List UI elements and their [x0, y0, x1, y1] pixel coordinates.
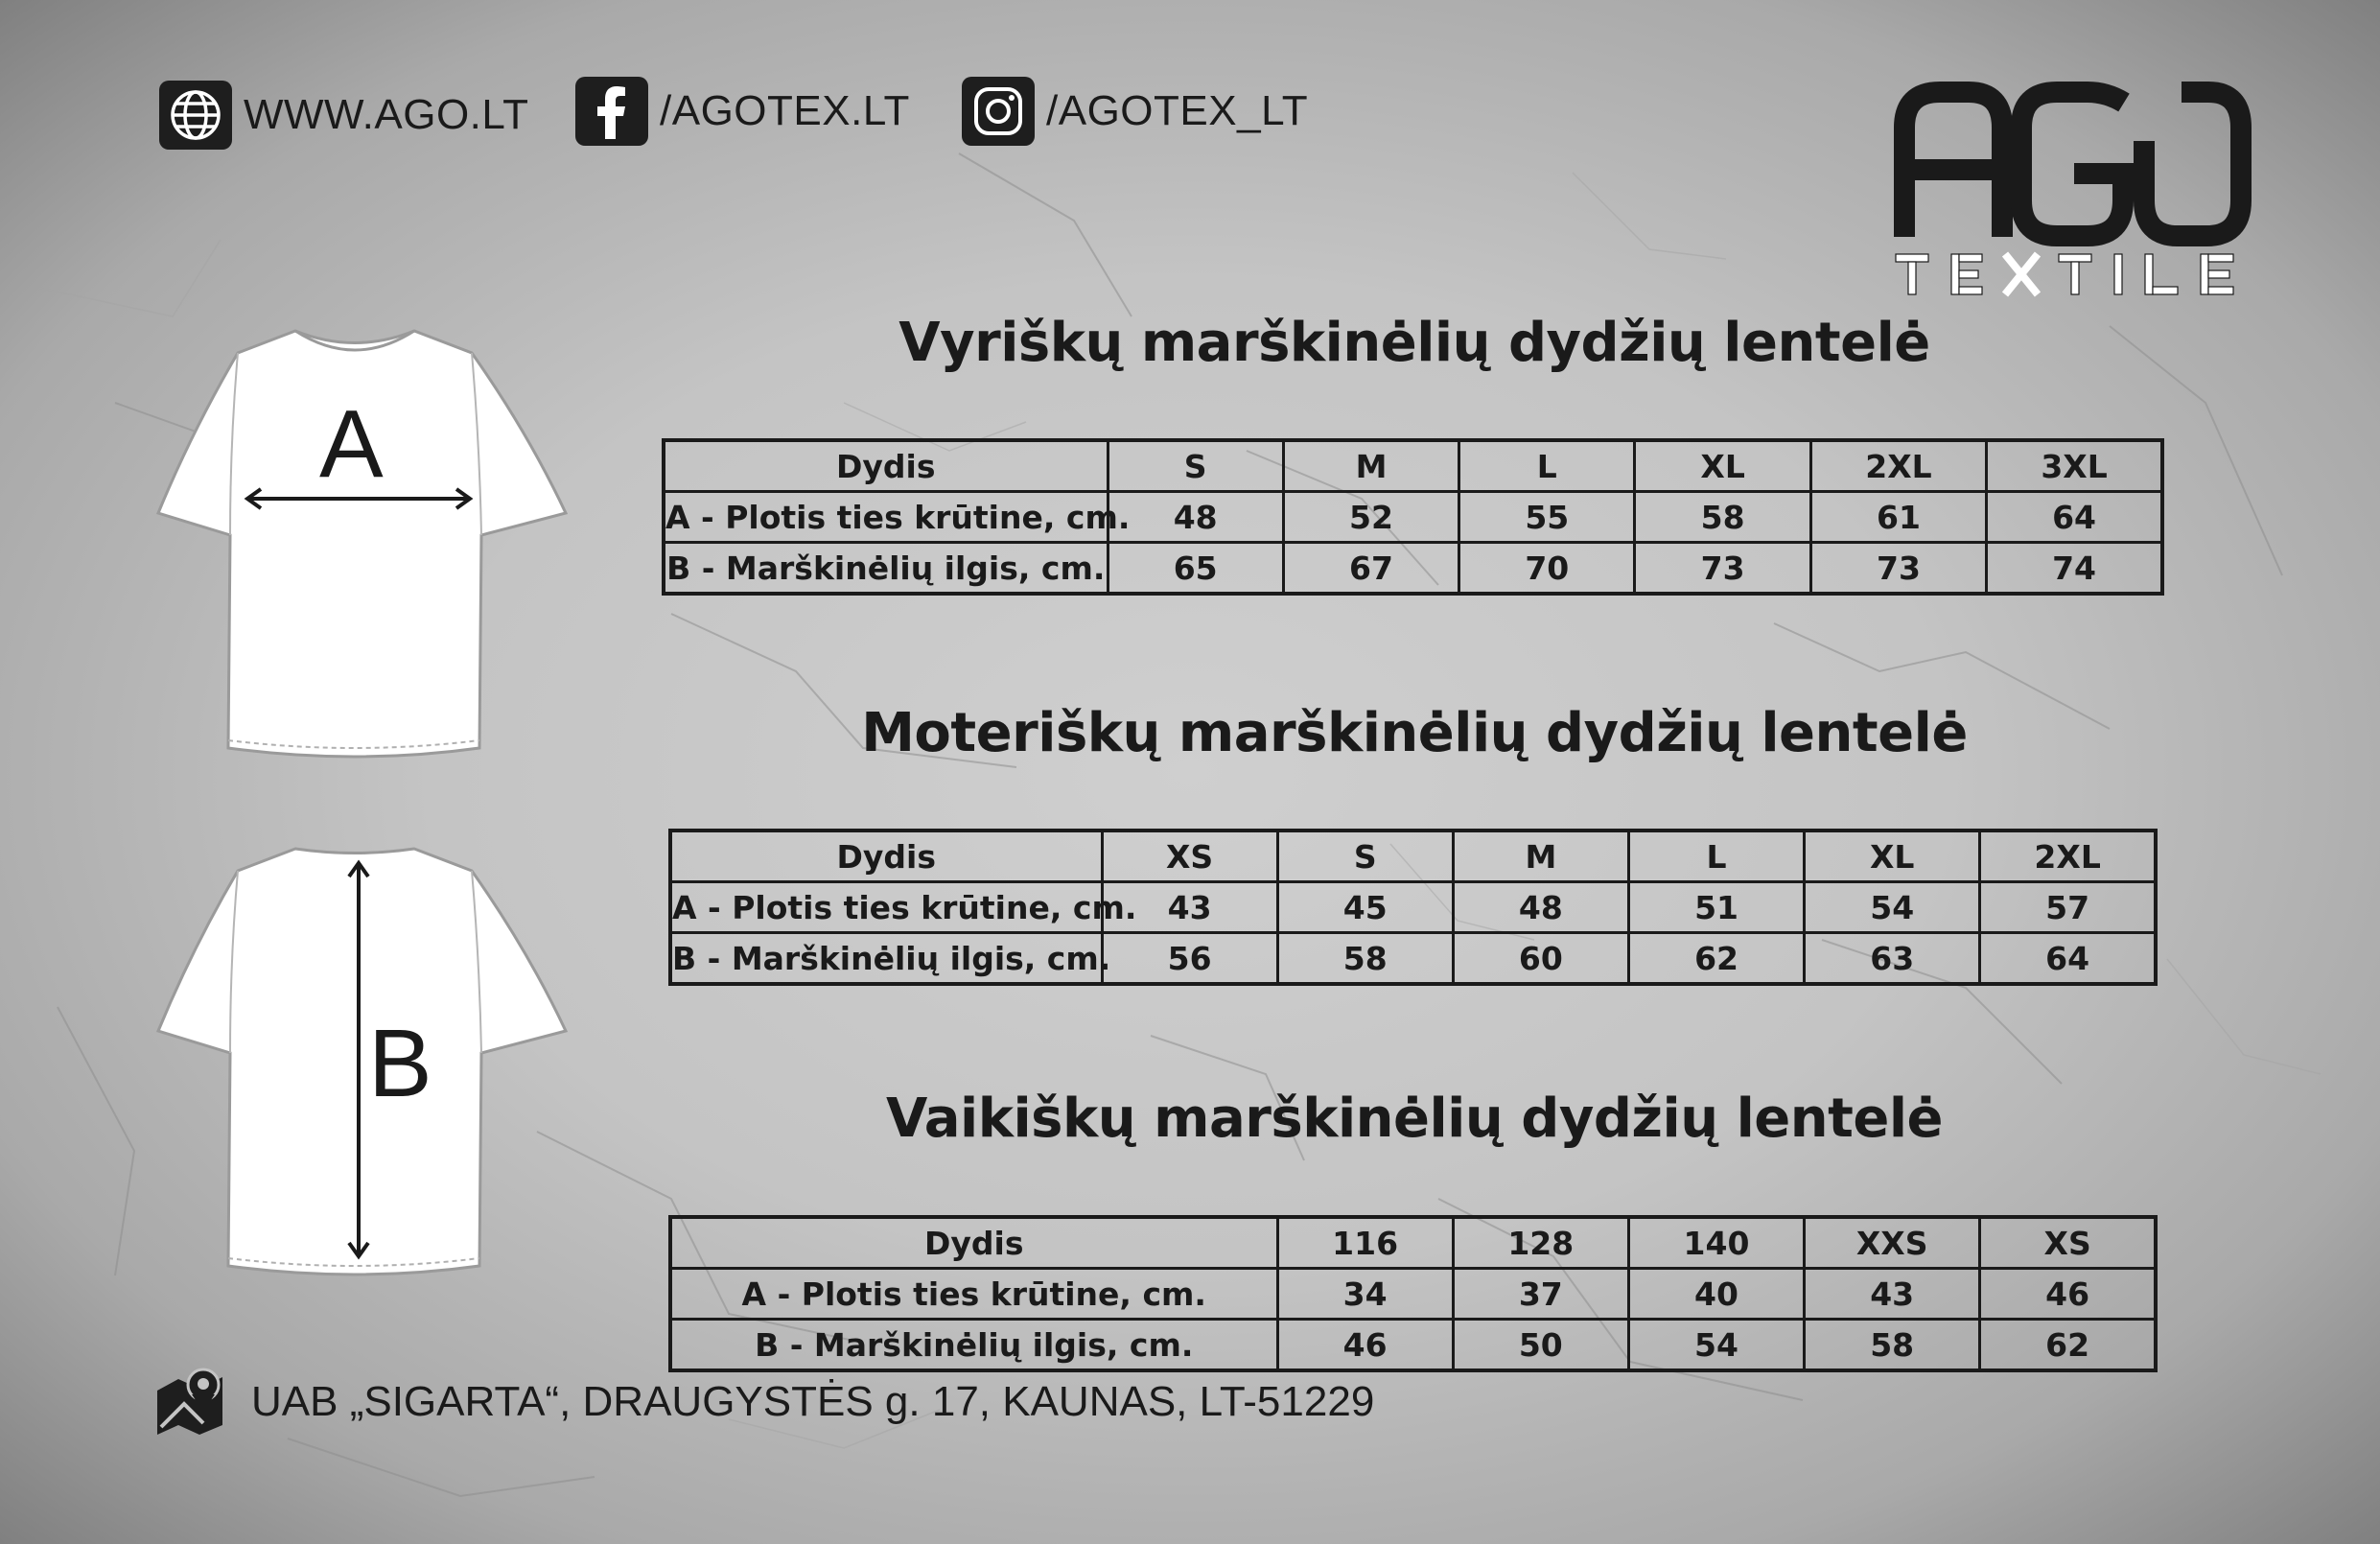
table-row: [664, 492, 2162, 543]
womens-size-table: [668, 829, 2158, 986]
kids-table-title: Vaikiškų marškinėlių dydžių lentelė: [885, 1088, 1944, 1150]
instagram-link[interactable]: /AGOTEX_LT: [1046, 87, 1309, 134]
header-cell: 116: [1277, 1217, 1453, 1269]
table-cell: 45: [1277, 882, 1453, 933]
globe-icon: [159, 81, 232, 150]
mens-size-table: [662, 438, 2164, 596]
table-cell: 54: [1805, 882, 1980, 933]
website-contact[interactable]: [159, 81, 529, 150]
table-cell: 52: [1283, 492, 1458, 543]
row-label: B - Marškinėlių ilgis, cm.: [670, 1320, 1277, 1371]
row-label: B - Marškinėlių ilgis, cm.: [670, 933, 1102, 985]
table-cell: 62: [1980, 1320, 2156, 1371]
company-address: [155, 1368, 1374, 1437]
table-row: [670, 1320, 2156, 1371]
table-header-row: [664, 440, 2162, 492]
table-cell: 43: [1805, 1269, 1980, 1320]
header-cell: XL: [1805, 830, 1980, 882]
row-label: A - Plotis ties krūtine, cm.: [670, 1269, 1277, 1320]
table-cell: 73: [1810, 543, 1986, 595]
table-cell: 63: [1805, 933, 1980, 985]
header-cell: XXS: [1805, 1217, 1980, 1269]
header-cell: 128: [1453, 1217, 1628, 1269]
table-cell: 74: [1987, 543, 2162, 595]
instagram-contact[interactable]: [962, 77, 1308, 146]
table-cell: 70: [1459, 543, 1635, 595]
table-cell: 58: [1635, 492, 1810, 543]
header-cell: XS: [1102, 830, 1277, 882]
table-cell: 43: [1102, 882, 1277, 933]
womens-table-title: Moteriškų marškinėlių dydžių lentelė: [861, 702, 1968, 764]
table-row: [670, 882, 2156, 933]
header-cell: 2XL: [1810, 440, 1986, 492]
table-cell: 40: [1628, 1269, 1804, 1320]
header-cell: 2XL: [1980, 830, 2156, 882]
table-cell: 73: [1635, 543, 1810, 595]
header-cell: M: [1453, 830, 1628, 882]
table-cell: 55: [1459, 492, 1635, 543]
table-cell: 64: [1987, 492, 2162, 543]
header-cell: 3XL: [1987, 440, 2162, 492]
header-cell: Dydis: [670, 1217, 1277, 1269]
table-cell: 67: [1283, 543, 1458, 595]
table-cell: 62: [1628, 933, 1804, 985]
table-row: [670, 933, 2156, 985]
table-cell: 65: [1108, 543, 1283, 595]
table-cell: 64: [1980, 933, 2156, 985]
website-link[interactable]: WWW.AGO.LT: [244, 91, 529, 138]
table-cell: 50: [1453, 1320, 1628, 1371]
table-cell: 34: [1277, 1269, 1453, 1320]
facebook-icon: [575, 77, 648, 146]
facebook-contact[interactable]: [575, 77, 910, 146]
table-cell: 46: [1980, 1269, 2156, 1320]
table-cell: 58: [1805, 1320, 1980, 1371]
map-pin-icon: [155, 1368, 224, 1437]
facebook-link[interactable]: /AGOTEX.LT: [660, 87, 910, 134]
instagram-icon: [962, 77, 1035, 146]
header-cell: XL: [1635, 440, 1810, 492]
table-row: [664, 543, 2162, 595]
table-cell: 46: [1277, 1320, 1453, 1371]
table-cell: 48: [1108, 492, 1283, 543]
header-cell: Dydis: [670, 830, 1102, 882]
row-label: B - Marškinėlių ilgis, cm.: [664, 543, 1108, 595]
table-cell: 57: [1980, 882, 2156, 933]
ago-textile-logo: [1894, 82, 2253, 297]
header-cell: L: [1459, 440, 1635, 492]
header-cell: M: [1283, 440, 1458, 492]
table-cell: 61: [1810, 492, 1986, 543]
table-row: [670, 1269, 2156, 1320]
measure-label-a: A: [319, 390, 384, 498]
header-cell: XS: [1980, 1217, 2156, 1269]
table-cell: 54: [1628, 1320, 1804, 1371]
mens-table-title: Vyriškų marškinėlių dydžių lentelė: [898, 312, 1930, 374]
table-cell: 60: [1453, 933, 1628, 985]
measure-label-b: B: [368, 1010, 432, 1117]
header-cell: Dydis: [664, 440, 1108, 492]
header-cell: 140: [1628, 1217, 1804, 1269]
header-cell: L: [1628, 830, 1804, 882]
row-label: A - Plotis ties krūtine, cm.: [664, 492, 1108, 543]
header-cell: S: [1277, 830, 1453, 882]
table-cell: 58: [1277, 933, 1453, 985]
kids-size-table: [668, 1215, 2158, 1372]
row-label: A - Plotis ties krūtine, cm.: [670, 882, 1102, 933]
table-cell: 37: [1453, 1269, 1628, 1320]
table-cell: 48: [1453, 882, 1628, 933]
table-header-row: [670, 830, 2156, 882]
table-cell: 56: [1102, 933, 1277, 985]
table-cell: 51: [1628, 882, 1804, 933]
table-header-row: [670, 1217, 2156, 1269]
tshirt-back-diagram: [153, 844, 575, 1285]
header-cell: S: [1108, 440, 1283, 492]
address-text: UAB „SIGARTA“, DRAUGYSTĖS g. 17, KAUNAS, LT-51229: [251, 1378, 1375, 1425]
